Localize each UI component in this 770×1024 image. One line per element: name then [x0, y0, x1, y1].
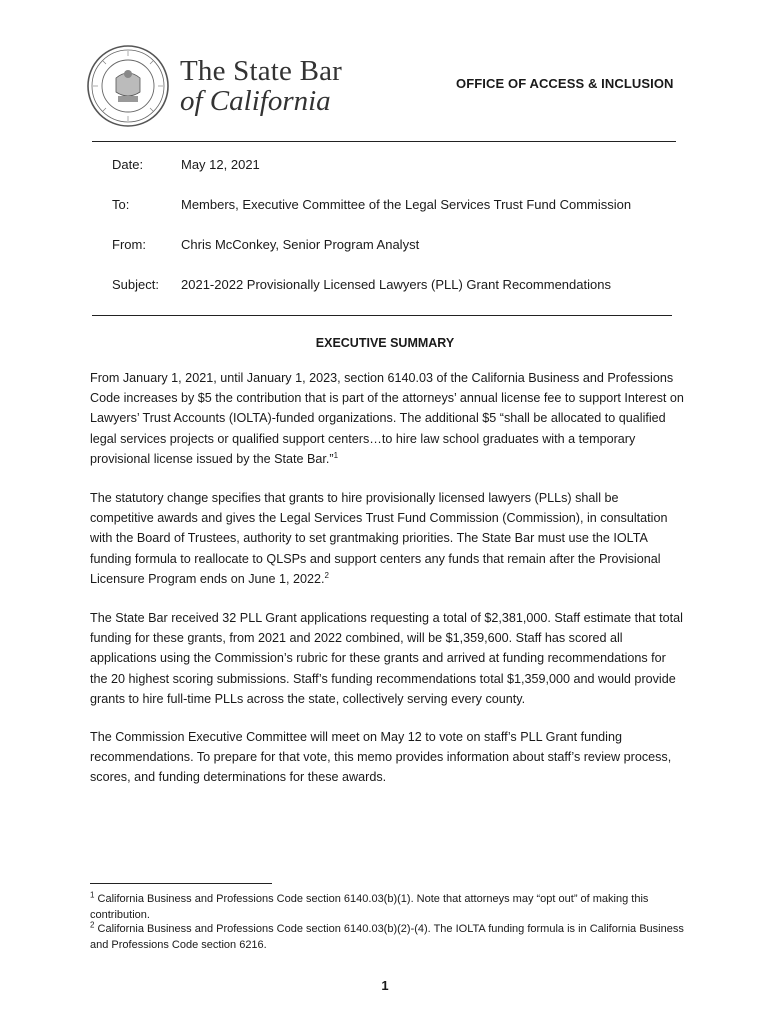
subject-label: Subject:: [112, 277, 159, 292]
footnote-text: California Business and Professions Code section 6140.03(b)(2)-(4). The IOLTA funding formula is in California Business and Professions Code section 6216.: [90, 923, 684, 951]
footnote-ref[interactable]: 1: [333, 450, 339, 460]
office-heading: OFFICE OF ACCESS & INCLUSION: [456, 76, 674, 91]
paragraph: The Commission Executive Committee will meet on May 12 to vote on staff’s PLL Grant funding recommendations. To prepare for that vote, this memo provides information about staff’s review process, scores, and funding determinations for these awards.: [90, 730, 672, 785]
header-divider: [92, 141, 676, 142]
footnote-ref[interactable]: 2: [324, 570, 329, 580]
page-number: 1: [381, 978, 389, 993]
footnote-number: 1: [90, 890, 95, 900]
to-label: To:: [112, 197, 130, 212]
org-wordmark: [180, 56, 342, 116]
paragraph: The State Bar received 32 PLL Grant applications requesting a total of $2,381,000. Staff estimate that total funding for these grants, from 2021 and 2022 combined, will be $1,359,600. Staff has scored all applications using the Commission’s rubric for these grants and arrived at funding recommendations for the 20 highest scoring submissions. Staff’s funding recommendations total $1,359,000 and would provide grants to hire full-time PLLs across the state, collectively serving every county.: [90, 611, 683, 706]
paragraph-text: The statutory change specifies that grants to hire provisionally licensed lawyers (PLLs) shall be competitive awards and gives the Legal Services Trust Fund Commission (Commission), in consultation with the Board of Trustees, authority to set grantmaking priorities. The State Bar must use the IOLTA funding formula to reallocate to QLSPs and support centers any funds that remain after the Provisional Licensure Program ends on June 1, 2022.: [90, 491, 668, 586]
paragraph: [90, 488, 684, 589]
date-label: Date:: [112, 157, 144, 172]
section-title: EXECUTIVE SUMMARY: [315, 336, 455, 350]
date-value: May 12, 2021: [181, 157, 260, 172]
footnote-number: 2: [90, 920, 95, 930]
memo-divider: [92, 315, 672, 316]
footnote: [90, 892, 690, 923]
to-value: Members, Executive Committee of the Legal Services Trust Fund Commission: [181, 197, 632, 212]
footnote: [90, 922, 690, 953]
from-label: From:: [112, 237, 146, 252]
from-value: Chris McConkey, Senior Program Analyst: [181, 237, 420, 252]
state-bar-seal-logo: [86, 44, 170, 128]
footnote-divider: [90, 883, 272, 884]
footnote-text: California Business and Professions Code section 6140.03(b)(1). Note that attorneys may “opt out” of making this contribution.: [90, 893, 649, 921]
paragraph: [90, 368, 684, 469]
org-name-line2: of California: [180, 85, 331, 117]
subject-value: 2021-2022 Provisionally Licensed Lawyers (PLL) Grant Recommendations: [181, 277, 611, 292]
paragraph-text: From January 1, 2021, until January 1, 2023, section 6140.03 of the California Business and Professions Code increases by $5 the contribution that is part of the attorneys’ annual license fee to support Interest on Lawyers’ Trust Accounts (IOLTA)-funded organizations. The additional $5 “shall be allocated to qualified legal services projects or qualified support centers…to hire law school graduates with a temporary provisional license issued by the State Bar.”: [90, 371, 684, 466]
org-name-line1: The State Bar: [180, 55, 343, 87]
